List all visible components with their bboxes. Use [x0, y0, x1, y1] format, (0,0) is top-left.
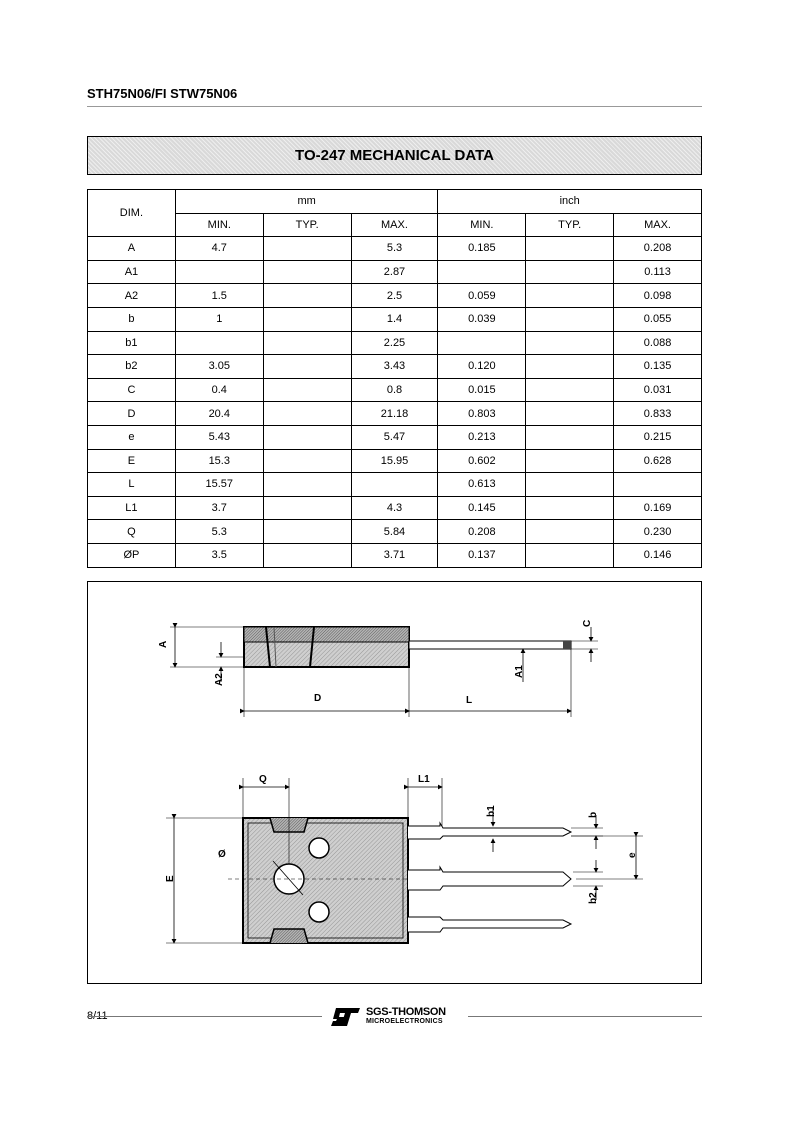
dim-label-A2: A2: [214, 673, 225, 686]
value-cell: 15.3: [175, 449, 263, 473]
value-cell: [263, 543, 351, 567]
value-cell: 3.7: [175, 496, 263, 520]
value-cell: [526, 543, 614, 567]
header-title: STH75N06/FI STW75N06: [87, 86, 238, 101]
dim-label-e: e: [627, 852, 638, 858]
table-row: [88, 331, 702, 355]
page-number: 8/11: [87, 1010, 108, 1022]
value-cell: 0.098: [614, 284, 702, 308]
value-cell: 1.4: [351, 307, 438, 331]
value-cell: 3.71: [351, 543, 438, 567]
logo-name: SGS-THOMSON: [366, 1006, 446, 1018]
value-cell: 0.208: [438, 520, 526, 544]
value-cell: 0.628: [614, 449, 702, 473]
value-cell: 0.145: [438, 496, 526, 520]
table-row: [88, 425, 702, 449]
value-cell: [438, 331, 526, 355]
value-cell: [263, 449, 351, 473]
value-cell: [263, 260, 351, 284]
value-cell: 0.215: [614, 425, 702, 449]
value-cell: [526, 402, 614, 426]
sub-header: MAX.: [351, 213, 438, 237]
value-cell: [526, 473, 614, 497]
side-view: [158, 620, 598, 717]
front-body: [243, 818, 408, 943]
dim-cell: A1: [88, 260, 176, 284]
table-row: [88, 378, 702, 402]
value-cell: 0.4: [175, 378, 263, 402]
value-cell: 0.055: [614, 307, 702, 331]
value-cell: 0.088: [614, 331, 702, 355]
table-row: [88, 520, 702, 544]
value-cell: [526, 260, 614, 284]
dim-cell: E: [88, 449, 176, 473]
value-cell: 0.039: [438, 307, 526, 331]
value-cell: [526, 307, 614, 331]
table-row: [88, 260, 702, 284]
dim-label-phi: Ø: [218, 849, 226, 860]
dim-cell: Q: [88, 520, 176, 544]
value-cell: [263, 307, 351, 331]
dim-label-C: C: [582, 619, 593, 627]
side-lead: [409, 641, 571, 649]
group-header-inch: inch: [438, 190, 702, 214]
front-view: [165, 774, 643, 943]
value-cell: [526, 331, 614, 355]
value-cell: 21.18: [351, 402, 438, 426]
dim-label-D: D: [314, 693, 322, 704]
value-cell: 0.833: [614, 402, 702, 426]
table-row: [88, 237, 702, 261]
value-cell: 0.602: [438, 449, 526, 473]
value-cell: [263, 520, 351, 544]
table-row: [88, 449, 702, 473]
value-cell: 0.230: [614, 520, 702, 544]
value-cell: 0.031: [614, 378, 702, 402]
value-cell: [526, 449, 614, 473]
value-cell: 0.135: [614, 355, 702, 379]
value-cell: [263, 355, 351, 379]
dim-cell: L: [88, 473, 176, 497]
value-cell: 15.95: [351, 449, 438, 473]
value-cell: 3.5: [175, 543, 263, 567]
package-drawing-svg: [88, 582, 701, 983]
logo-subtitle: MICROELECTRONICS: [366, 1018, 443, 1025]
sub-header: TYP.: [263, 213, 351, 237]
value-cell: 2.5: [351, 284, 438, 308]
value-cell: 0.169: [614, 496, 702, 520]
value-cell: 0.613: [438, 473, 526, 497]
dim-label-b1: b1: [486, 805, 497, 817]
dim-label-L1: L1: [418, 774, 430, 785]
value-cell: 1: [175, 307, 263, 331]
value-cell: 15.57: [175, 473, 263, 497]
value-cell: 5.84: [351, 520, 438, 544]
value-cell: [526, 425, 614, 449]
value-cell: 0.059: [438, 284, 526, 308]
value-cell: 0.120: [438, 355, 526, 379]
value-cell: 1.5: [175, 284, 263, 308]
sub-header: MIN.: [175, 213, 263, 237]
value-cell: 0.146: [614, 543, 702, 567]
value-cell: 0.208: [614, 237, 702, 261]
value-cell: 3.05: [175, 355, 263, 379]
dim-cell: D: [88, 402, 176, 426]
dim-label-b: b: [588, 811, 599, 818]
dim-label-Q: Q: [259, 774, 267, 785]
value-cell: [175, 331, 263, 355]
st-logo: [330, 1005, 465, 1029]
value-cell: 5.3: [175, 520, 263, 544]
value-cell: 0.8: [351, 378, 438, 402]
footer-rule-right: [468, 1016, 702, 1017]
value-cell: 0.015: [438, 378, 526, 402]
table-body: [88, 237, 702, 567]
sub-header: MIN.: [438, 213, 526, 237]
value-cell: [263, 284, 351, 308]
dim-label-L: L: [466, 695, 473, 706]
dim-label-b2: b2: [588, 892, 599, 904]
table-row: [88, 307, 702, 331]
value-cell: [526, 237, 614, 261]
value-cell: 0.113: [614, 260, 702, 284]
value-cell: 4.7: [175, 237, 263, 261]
section-title-box: [87, 136, 702, 175]
value-cell: [526, 378, 614, 402]
dim-label-A: A: [158, 640, 169, 648]
dim-cell: b1: [88, 331, 176, 355]
table-row: [88, 284, 702, 308]
table-row: [88, 473, 702, 497]
value-cell: [526, 496, 614, 520]
value-cell: [263, 378, 351, 402]
sub-header: TYP.: [526, 213, 614, 237]
section-title: TO-247 MECHANICAL DATA: [295, 147, 494, 164]
side-tab: [244, 627, 409, 642]
value-cell: 4.3: [351, 496, 438, 520]
dim-cell: A: [88, 237, 176, 261]
lead-top: [408, 823, 571, 839]
value-cell: [263, 237, 351, 261]
table-row: [88, 402, 702, 426]
dim-cell: b: [88, 307, 176, 331]
lead-middle: [408, 867, 571, 890]
value-cell: [263, 425, 351, 449]
sub-header: MAX.: [614, 213, 702, 237]
value-cell: 3.43: [351, 355, 438, 379]
value-cell: 2.25: [351, 331, 438, 355]
dim-label-E: E: [165, 875, 176, 882]
table-row: [88, 543, 702, 567]
table-row: [88, 355, 702, 379]
footer-rule-left: [87, 1016, 322, 1017]
value-cell: [526, 355, 614, 379]
value-cell: 5.3: [351, 237, 438, 261]
value-cell: [175, 260, 263, 284]
package-drawing: [87, 581, 702, 984]
dim-cell: ØP: [88, 543, 176, 567]
value-cell: [263, 331, 351, 355]
dim-cell: A2: [88, 284, 176, 308]
value-cell: 0.803: [438, 402, 526, 426]
value-cell: [263, 473, 351, 497]
value-cell: 2.87: [351, 260, 438, 284]
value-cell: 5.47: [351, 425, 438, 449]
header-rule: [87, 106, 702, 107]
value-cell: [351, 473, 438, 497]
value-cell: 20.4: [175, 402, 263, 426]
value-cell: 0.137: [438, 543, 526, 567]
dim-cell: C: [88, 378, 176, 402]
dim-header: DIM.: [88, 190, 176, 237]
mechanical-data-table: [87, 189, 702, 568]
value-cell: 0.185: [438, 237, 526, 261]
table-row: [88, 496, 702, 520]
value-cell: 5.43: [175, 425, 263, 449]
dim-cell: b2: [88, 355, 176, 379]
value-cell: [263, 496, 351, 520]
st-logo-icon: [330, 1006, 362, 1028]
value-cell: [526, 284, 614, 308]
dim-label-A1: A1: [514, 665, 525, 678]
group-header-mm: mm: [175, 190, 438, 214]
value-cell: 0.213: [438, 425, 526, 449]
value-cell: [526, 520, 614, 544]
lead-bottom: [408, 917, 571, 932]
value-cell: [438, 260, 526, 284]
dim-cell: L1: [88, 496, 176, 520]
dim-cell: e: [88, 425, 176, 449]
value-cell: [614, 473, 702, 497]
value-cell: [263, 402, 351, 426]
